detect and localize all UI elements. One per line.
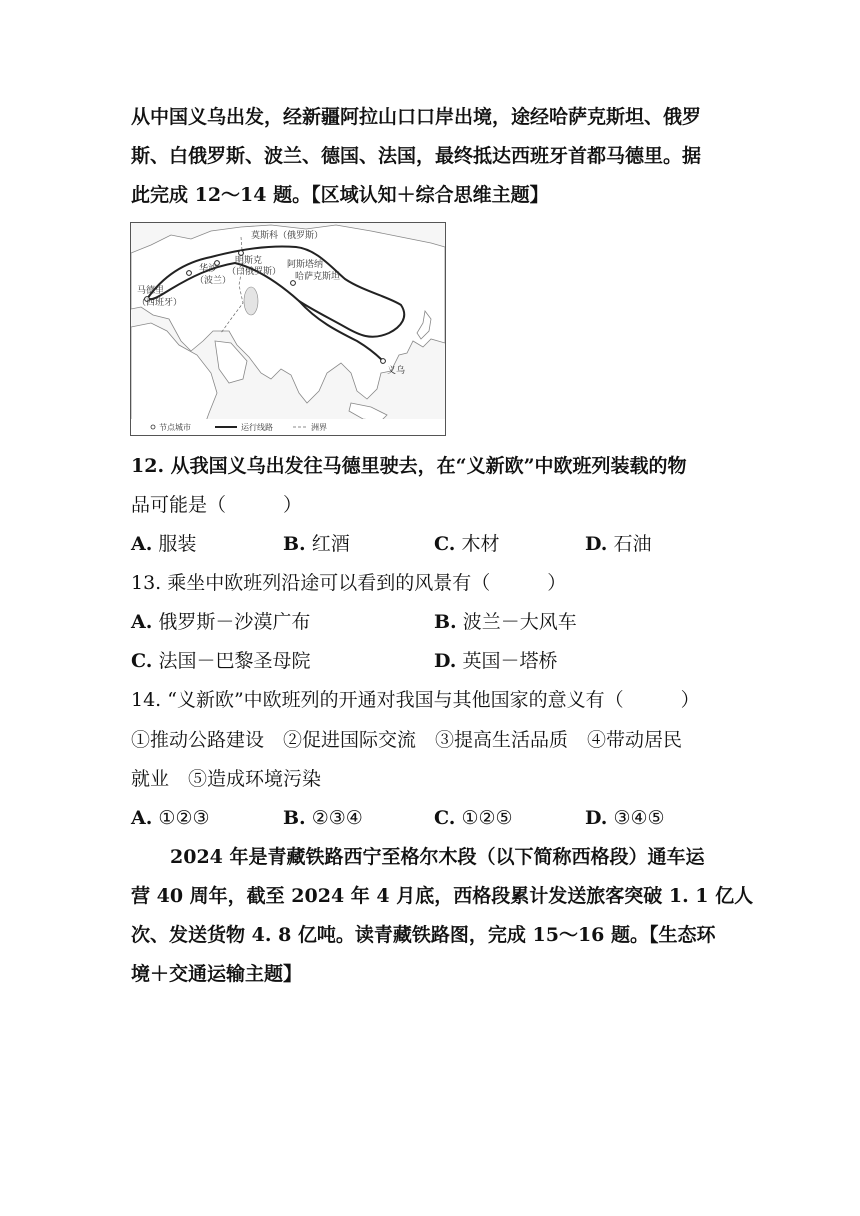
q13-stem: 13. 乘坐中欧班列沿途可以看到的风景有（ ） bbox=[131, 572, 567, 594]
q13-option-c bbox=[131, 647, 310, 675]
node-yiwu bbox=[381, 359, 386, 364]
q13-a-text: 俄罗斯－沙漠广布 bbox=[158, 611, 311, 633]
label-warsaw-2: （波兰） bbox=[195, 276, 232, 286]
q14-a-label: A. bbox=[131, 807, 153, 829]
q14-option-b bbox=[283, 804, 363, 832]
intro-line-2: 斯、白俄罗斯、波兰、德国、法国，最终抵达西班牙首都马德里。据 bbox=[131, 145, 702, 167]
q13-a-label: A. bbox=[131, 611, 153, 633]
intro2-line-1: 2024 年是青藏铁路西宁至格尔木段（以下简称西格段）通车运 bbox=[170, 846, 705, 868]
q12-c-text: 木材 bbox=[461, 533, 500, 555]
q12-b-text: 红酒 bbox=[311, 533, 350, 555]
q12-stem-2: 品可能是（ ） bbox=[131, 494, 303, 516]
q12-option-b bbox=[283, 530, 350, 558]
label-yiwu: 义乌 bbox=[387, 366, 406, 376]
q14-option-a bbox=[131, 804, 210, 832]
q12-option-d bbox=[585, 530, 651, 558]
node-moscow bbox=[239, 251, 244, 256]
q12-d-label: D. bbox=[585, 533, 608, 555]
q13-d-text: 英国－塔桥 bbox=[462, 650, 558, 672]
q12-option-a bbox=[131, 530, 196, 558]
q14-option-c bbox=[434, 804, 513, 832]
q14-c-label: C. bbox=[434, 807, 456, 829]
q14-b-text: ②③④ bbox=[311, 807, 363, 829]
q12-a-text: 服装 bbox=[158, 533, 197, 555]
label-astana-2: 哈萨克斯坦 bbox=[295, 272, 341, 282]
q14-items-1: ①推动公路建设 ②促进国际交流 ③提高生活品质 ④带动居民 bbox=[131, 729, 683, 751]
intro2-line-4: 境＋交通运输主题】 bbox=[131, 963, 303, 985]
legend-route: 运行线路 bbox=[241, 423, 273, 432]
label-warsaw-1: 华沙 bbox=[199, 264, 218, 274]
q14-option-d bbox=[585, 804, 665, 832]
q13-c-label: C. bbox=[131, 650, 153, 672]
q14-c-text: ①②⑤ bbox=[461, 807, 513, 829]
intro2-line-2: 营 40 周年，截至 2024 年 4 月底，西格段累计发送旅客突破 1. 1 亿人 bbox=[131, 885, 754, 907]
q13-d-label: D. bbox=[434, 650, 457, 672]
railway-route-map bbox=[130, 222, 446, 436]
q12-d-text: 石油 bbox=[613, 533, 652, 555]
q12-stem-text-1: 12. 从我国义乌出发往马德里驶去，在“义新欧”中欧班列装载的物 bbox=[131, 455, 687, 477]
label-minsk-1: 明斯克 bbox=[235, 256, 263, 266]
label-astana-1: 阿斯塔纳 bbox=[287, 260, 324, 270]
q14-stem: 14. “义新欧”中欧班列的开通对我国与其他国家的意义有（ ） bbox=[131, 689, 700, 711]
legend-node-icon bbox=[151, 425, 155, 429]
label-madrid-2: （西班牙） bbox=[137, 298, 183, 308]
intro2-line-3: 次、发送货物 4. 8 亿吨。读青藏铁路图，完成 15～16 题。【生态环 bbox=[131, 924, 716, 946]
q14-a-text: ①②③ bbox=[158, 807, 210, 829]
q13-option-a bbox=[131, 608, 310, 636]
q12-b-label: B. bbox=[283, 533, 306, 555]
q13-b-text: 波兰－大风车 bbox=[462, 611, 577, 633]
q12-c-label: C. bbox=[434, 533, 456, 555]
q14-items-2: 就业 ⑤造成环境污染 bbox=[131, 768, 322, 790]
q13-option-b bbox=[434, 608, 577, 636]
q12-stem-1 bbox=[131, 452, 687, 480]
q14-b-label: B. bbox=[283, 807, 306, 829]
intro-line-3: 此完成 12～14 题。【区域认知＋综合思维主题】 bbox=[131, 184, 549, 206]
label-moscow: 莫斯科（俄罗斯） bbox=[251, 231, 324, 241]
node-warsaw bbox=[187, 271, 192, 276]
q12-option-c bbox=[434, 530, 499, 558]
q12-a-label: A. bbox=[131, 533, 153, 555]
q13-c-text: 法国－巴黎圣母院 bbox=[158, 650, 311, 672]
label-madrid-1: 马德里 bbox=[137, 286, 165, 296]
legend-node: 节点城市 bbox=[159, 423, 191, 432]
q14-d-text: ③④⑤ bbox=[613, 807, 665, 829]
q14-d-label: D. bbox=[585, 807, 608, 829]
intro-line-1: 从中国义乌出发，经新疆阿拉山口口岸出境，途经哈萨克斯坦、俄罗 bbox=[131, 106, 702, 128]
q13-option-d bbox=[434, 647, 557, 675]
q13-b-label: B. bbox=[434, 611, 457, 633]
label-minsk-2: （白俄罗斯） bbox=[227, 267, 282, 277]
map-graphic bbox=[131, 223, 445, 435]
legend-border: 洲界 bbox=[311, 423, 327, 432]
